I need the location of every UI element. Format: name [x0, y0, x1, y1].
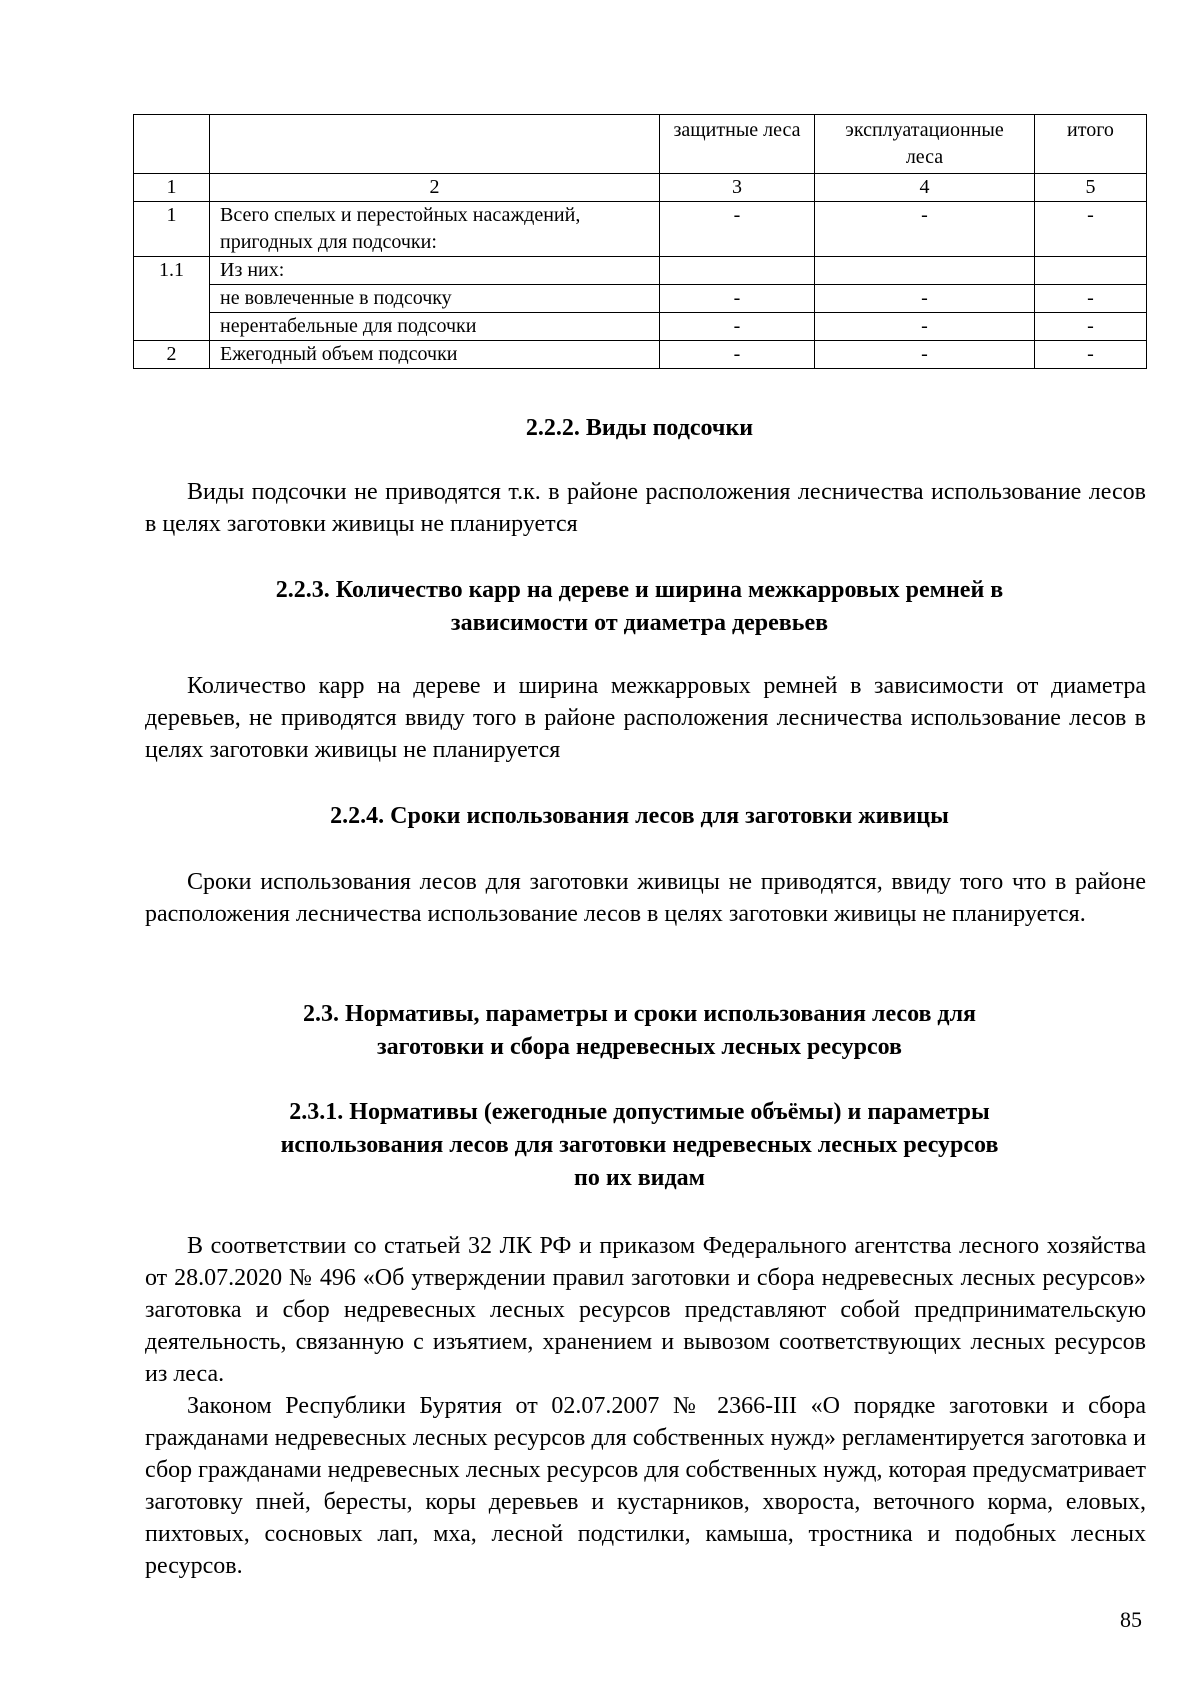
row-value-protective: -	[660, 202, 815, 257]
header-protective-forests: защитные леса	[660, 115, 815, 174]
header-col2	[210, 115, 660, 174]
row-value-total: -	[1035, 341, 1147, 369]
row-value-exploitation	[815, 257, 1035, 285]
section-2-3-heading	[133, 998, 1146, 1064]
section-2-2-3-text: Количество карр на дереве и ширина межкарровых ремней в зависимости от диаметра деревьев, не приводятся ввиду того в районе расположения лесничества использование лесов в целях заготовки живицы не планируется	[145, 673, 1146, 763]
section-2-2-2-text: Виды подсочки не приводятся т.к. в районе расположения лесничества использование лесов в целях заготовки живицы не планируется	[145, 479, 1146, 537]
row-number: 1	[134, 202, 210, 257]
table-row	[134, 285, 1147, 313]
tapping-table	[133, 114, 1147, 369]
section-2-2-2-heading: 2.2.2. Виды подсочки	[525, 415, 754, 441]
section-2-2-3-heading	[133, 574, 1146, 640]
section-2-2-4-heading: 2.2.4. Сроки использования лесов для заготовки живицы	[330, 803, 949, 829]
page-number: 85	[1120, 1607, 1142, 1632]
column-number: 5	[1035, 174, 1147, 202]
section-2-3-1-paragraph-2: Законом Республики Бурятия от 02.07.2007 № 2366-III «О порядке заготовки и сбора гражданами недревесных лесных ресурсов для собственных нужд» регламентируется заготовка и сбор гражданами недревесных лесных ресурсов для собственных нужд, которая предусматривает заготовку пней, бересты, коры деревьев и кустарников, хвороста, веточного корма, еловых, пихтовых, сосновых лап, мха, лесной подстилки, камыша, тростника и подобных лесных ресурсов.	[145, 1393, 1146, 1579]
heading-line: использования лесов для заготовки недревесных лесных ресурсов	[280, 1132, 999, 1158]
heading-line: зависимости от диаметра деревьев	[450, 610, 829, 636]
heading-line: по их видам	[574, 1165, 705, 1191]
row-value-total: -	[1035, 313, 1147, 341]
row-value-exploitation: -	[815, 313, 1035, 341]
column-number: 3	[660, 174, 815, 202]
row-value-protective: -	[660, 341, 815, 369]
header-col1	[134, 115, 210, 174]
heading-line: 2.2.3. Количество карр на дереве и ширина межкарровых ремней в	[275, 577, 1004, 603]
row-value-protective: -	[660, 313, 815, 341]
header-total: итого	[1035, 115, 1147, 174]
column-number-row	[134, 174, 1147, 202]
row-value-exploitation: -	[815, 285, 1035, 313]
row-value-total	[1035, 257, 1147, 285]
row-label: Из них:	[210, 257, 660, 285]
table-row	[134, 202, 1147, 257]
section-2-3-1-heading	[133, 1096, 1146, 1195]
row-value-exploitation: -	[815, 341, 1035, 369]
row-value-protective	[660, 257, 815, 285]
row-value-total: -	[1035, 202, 1147, 257]
heading-line: 2.3. Нормативы, параметры и сроки использования лесов для	[302, 1001, 977, 1027]
heading-line: заготовки и сбора недревесных лесных ресурсов	[377, 1034, 902, 1060]
section-2-2-4-text: Сроки использования лесов для заготовки живицы не приводятся, ввиду того что в районе расположения лесничества использование лесов в целях заготовки живицы не планируется.	[145, 869, 1146, 927]
row-value-protective: -	[660, 285, 815, 313]
table-row	[134, 257, 1147, 285]
column-number: 2	[210, 174, 660, 202]
section-2-3-1-paragraph-1: В соответствии со статьей 32 ЛК РФ и приказом Федерального агентства лесного хозяйства от 28.07.2020 № 496 «Об утверждении правил заготовки и сбора недревесных лесных ресурсов» заготовка и сбор недревесных лесных ресурсов представляют собой предпринимательскую деятельность, связанную с изъятием, хранением и вывозом соответствующих лесных ресурсов из леса.	[145, 1233, 1146, 1387]
column-number: 1	[134, 174, 210, 202]
row-value-total: -	[1035, 285, 1147, 313]
row-number: 2	[134, 341, 210, 369]
row-value-exploitation: -	[815, 202, 1035, 257]
row-label: Всего спелых и перестойных насаждений, пригодных для подсочки:	[210, 202, 660, 257]
column-number: 4	[815, 174, 1035, 202]
row-label: нерентабельные для подсочки	[210, 313, 660, 341]
header-exploitation-forests: эксплуатационные леса	[815, 115, 1035, 174]
row-number: 1.1	[134, 257, 210, 341]
table-row	[134, 341, 1147, 369]
heading-line: 2.3.1. Нормативы (ежегодные допустимые объёмы) и параметры	[289, 1099, 990, 1125]
row-label: Ежегодный объем подсочки	[210, 341, 660, 369]
row-label: не вовлеченные в подсочку	[210, 285, 660, 313]
table-header-row	[134, 115, 1147, 174]
table-row	[134, 313, 1147, 341]
